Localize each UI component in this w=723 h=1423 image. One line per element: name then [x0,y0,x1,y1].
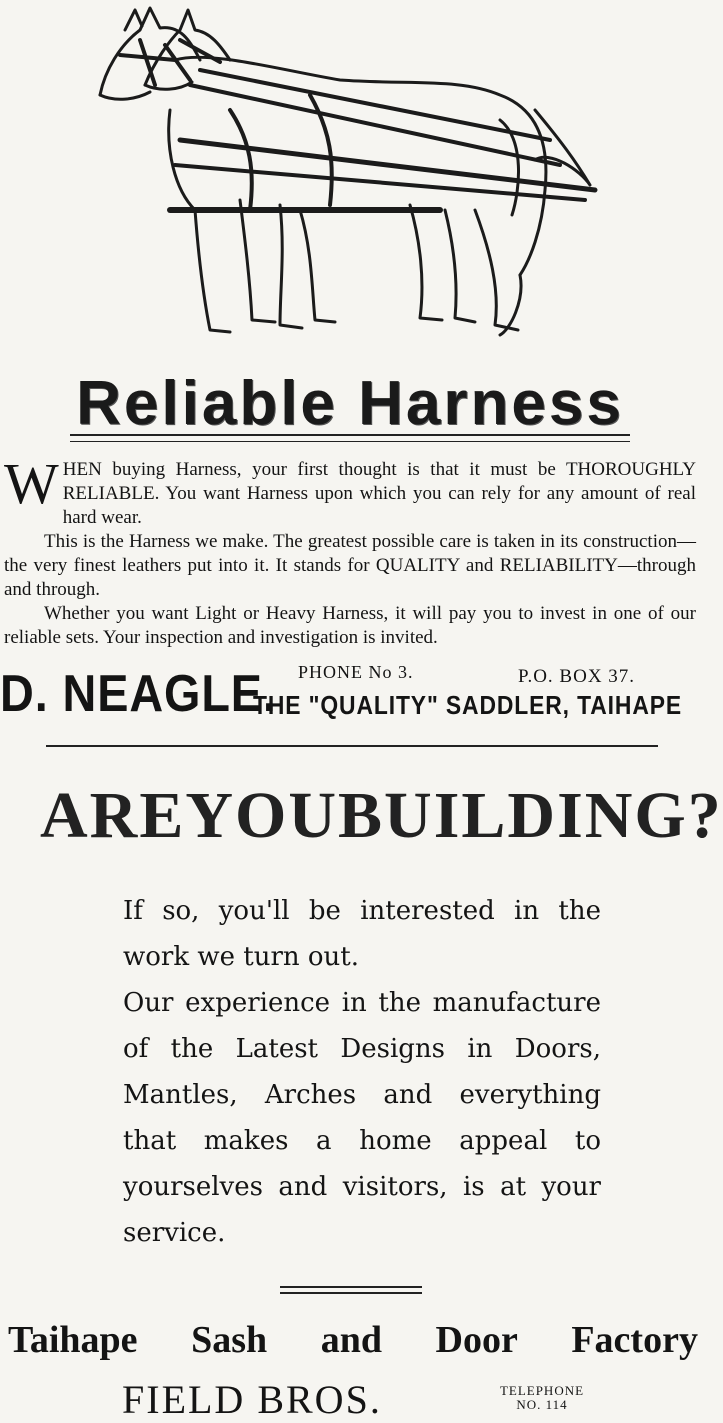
title-word: ? [687,779,723,852]
telephone-block [482,1384,602,1412]
business-tagline: THE "QUALITY" SADDLER, TAIHAPE [253,690,683,720]
factory-name [8,1318,698,1362]
neagle-signature-row [0,662,700,726]
firm-name: FIELD BROS. [122,1377,382,1422]
telephone-label: TELEPHONE [499,1383,585,1398]
harness-lead-paragraph: HEN buying Harness, your first thought is that it must be THOROUGHLY RELIABLE. You want Harness upon which you can rely for any amount of real hard wear. [62,459,696,528]
building-paragraph-2: Our experience in the manufacture of the Latest Designs in Doors, Mantles, Arches and everything that makes a home appeal to yourselves and visitors, is at your service. [123,988,601,1248]
telephone-number: NO. 114 [516,1397,568,1412]
ad-divider [46,745,658,747]
harness-paragraph-3: Whether you want Light or Heavy Harness, it will pay you to invest in one of our reliable sets. Your inspection and investigation is invited. [4,603,696,648]
harness-ad-body [4,451,696,650]
factory-word: Door [435,1319,518,1361]
phone-number: PHONE No 3. [298,662,414,682]
title-word: BUILDING [338,779,688,852]
factory-word: and [320,1319,382,1361]
business-name: D. NEAGLE. [0,665,277,723]
ad-title-are-you-building [40,778,723,854]
drop-cap: W [4,451,59,516]
building-paragraph-1: If so, you'll be interested in the work we turn out. [123,896,601,972]
short-rule [280,1286,422,1294]
po-box: P.O. BOX 37. [518,666,636,687]
title-word: YOU [185,779,339,852]
ad-title-reliable-harness: Reliable Harness [76,369,624,438]
horse-team-illustration [80,0,620,360]
factory-word: Factory [571,1319,698,1361]
title-rule [70,434,630,442]
building-ad-body [123,888,601,1256]
harness-paragraph-2: This is the Harness we make. The greatest possible care is taken in its construction—the very finest leathers put into it. It stands for QUALITY and RELIABILITY—through and through. [4,531,696,600]
factory-word: Sash [191,1319,268,1361]
title-word: ARE [40,779,186,852]
factory-word: Taihape [8,1319,138,1361]
